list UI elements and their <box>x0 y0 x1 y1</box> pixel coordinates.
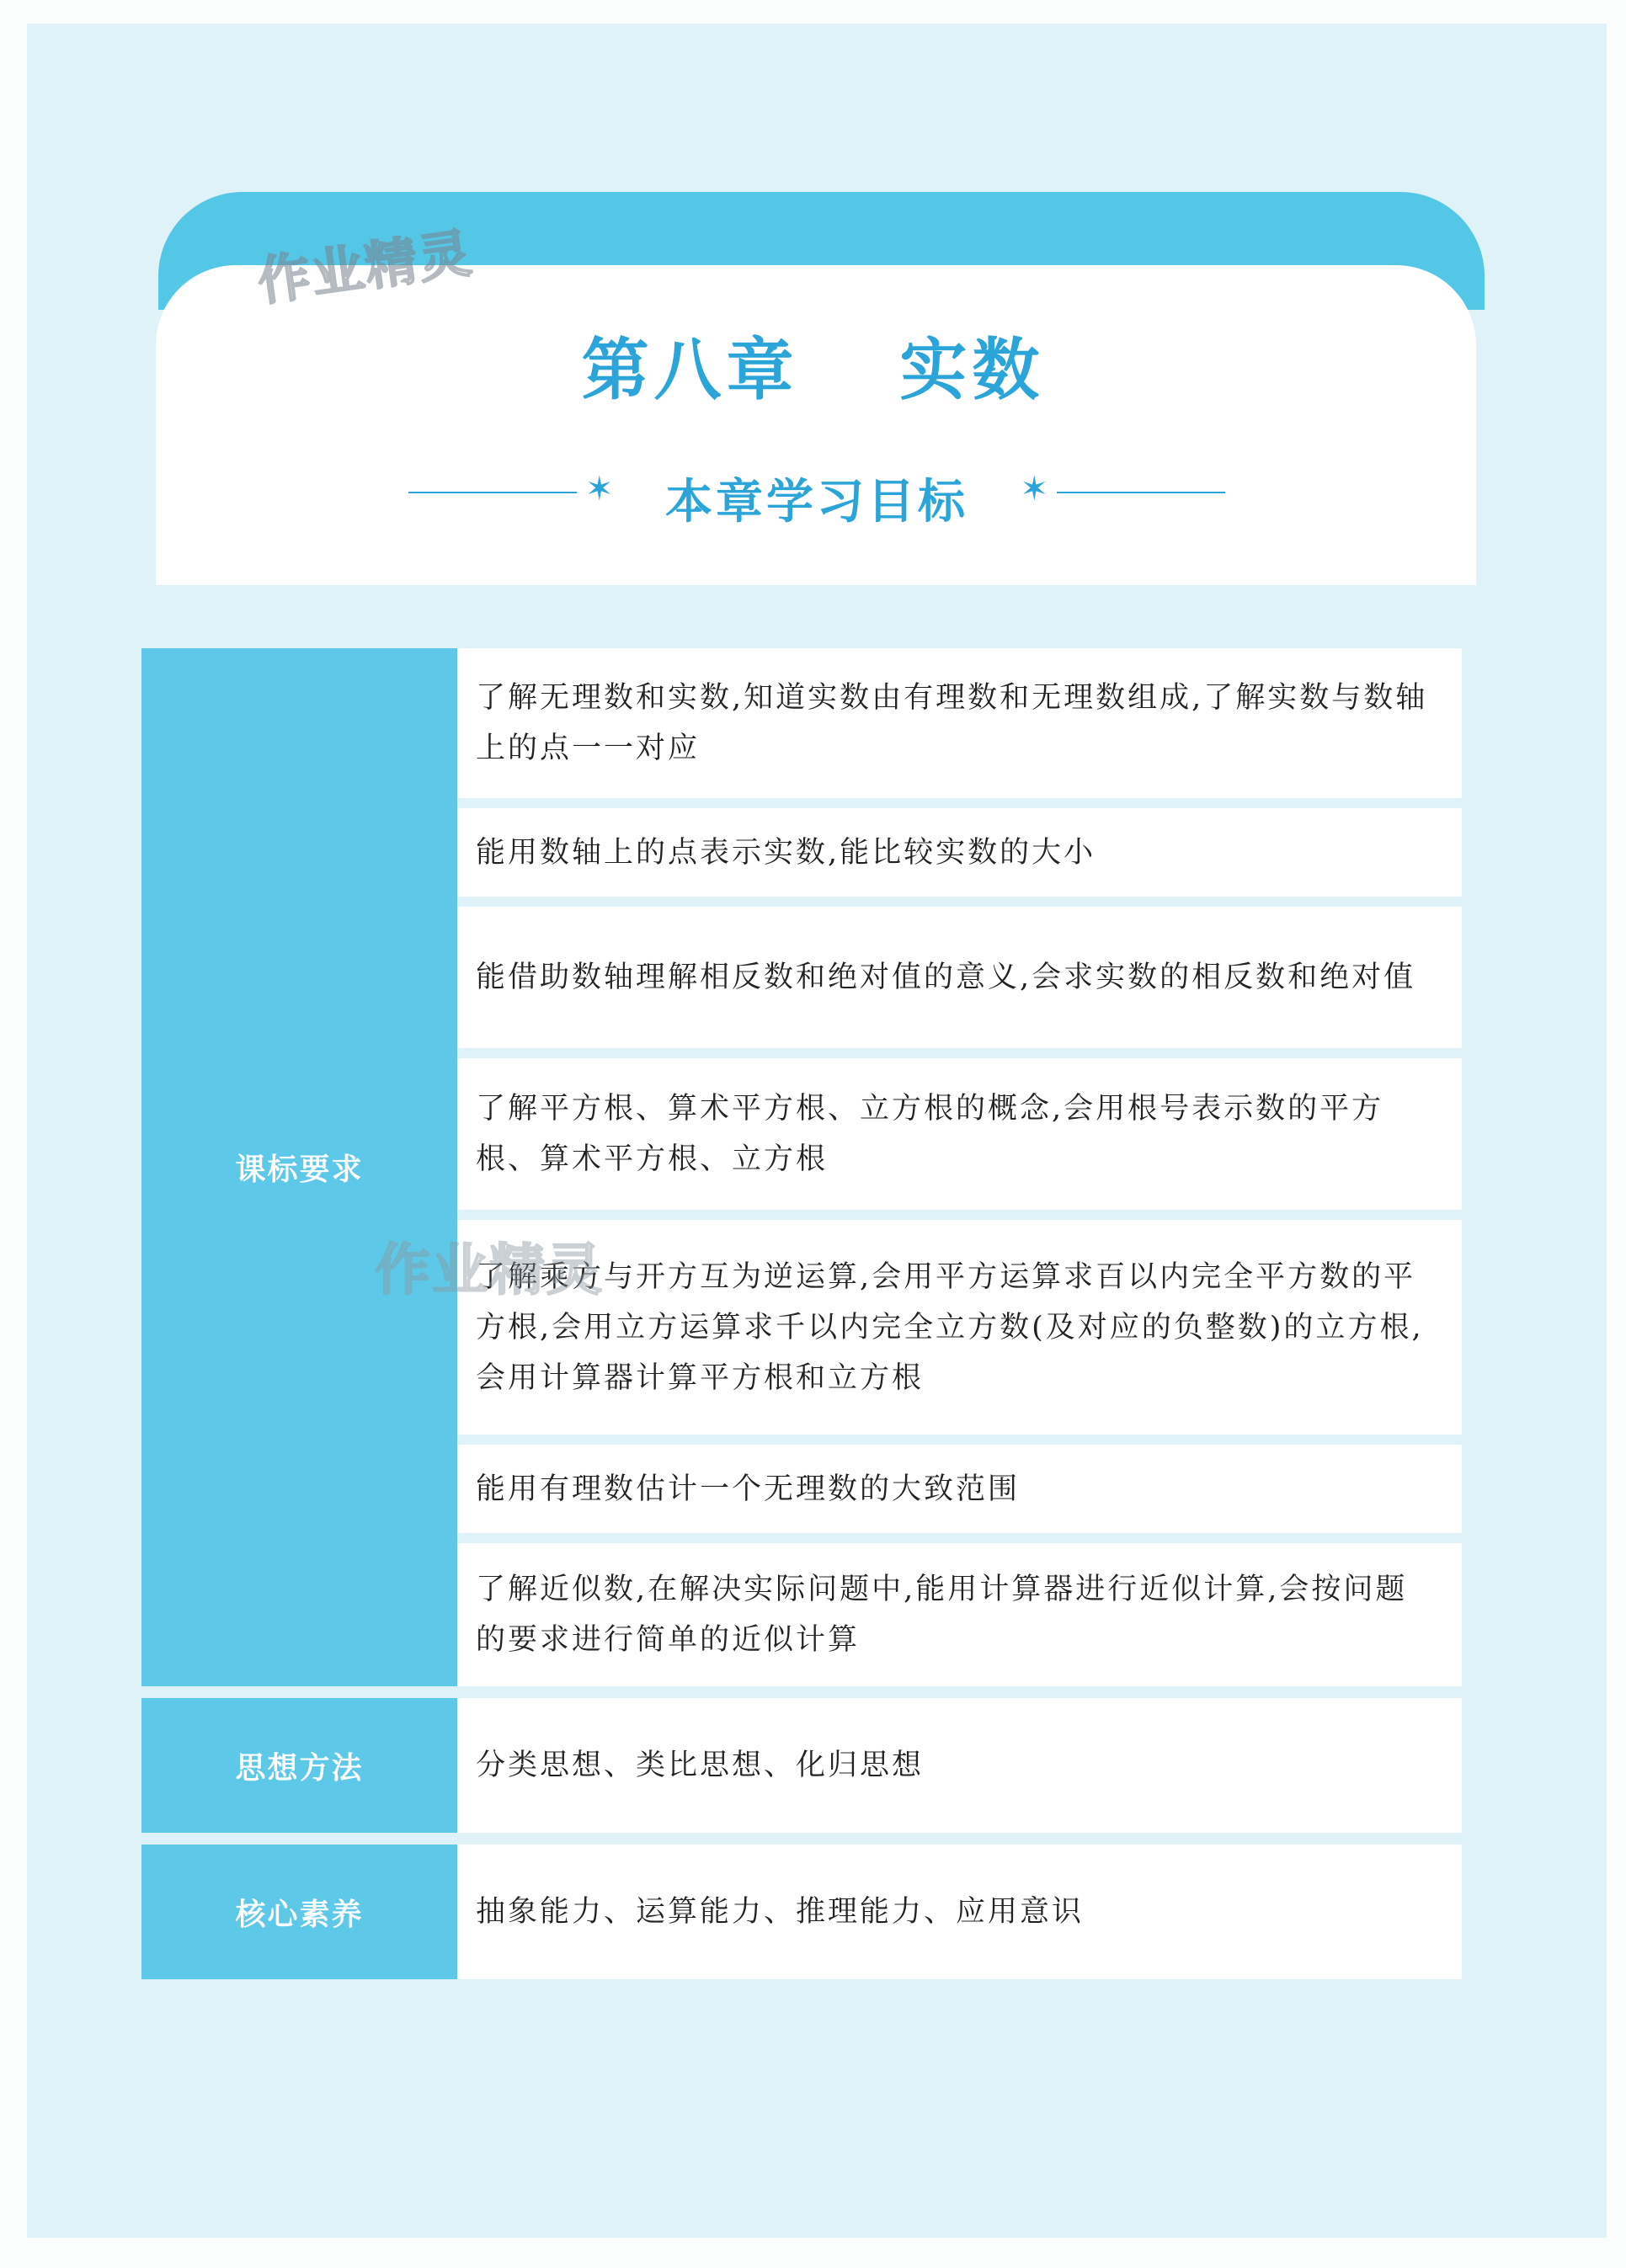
row-text: 能用有理数估计一个无理数的大致范围 <box>476 1472 1021 1506</box>
row-text: 了解平方根、算术平方根、立方根的概念,会用根号表示数的平方根、算术平方根、立方根 <box>476 1092 1384 1176</box>
table-row <box>457 1058 1462 1210</box>
section-subtitle: 本章学习目标 <box>665 474 968 530</box>
row-text: 了解乘方与开方互为逆运算,会用平方运算求百以内完全平方数的平方根,会用立方运算求千以内完全立方数(及对应的负整数)的立方根,会用计算器计算平方根和立方根 <box>476 1259 1424 1395</box>
table-row <box>457 1698 1462 1833</box>
row-text: 了解近似数,在解决实际问题中,能用计算器进行近似计算,会按问题的要求进行简单的近似计算 <box>476 1573 1408 1657</box>
chapter-title: 第八章 实数 <box>581 330 1045 409</box>
row-text: 了解无理数和实数,知道实数由有理数和无理数组成,了解实数与数轴上的点一一对应 <box>476 681 1428 765</box>
table-row <box>457 1845 1462 1979</box>
section-subtitle-row <box>408 461 1225 530</box>
star-icon: ✶ <box>1020 470 1048 508</box>
row-text: 能用数轴上的点表示实数,能比较实数的大小 <box>476 835 1096 870</box>
table-row <box>457 808 1462 897</box>
table-row <box>457 1543 1462 1686</box>
group-rows <box>457 648 1462 1686</box>
table-row <box>457 907 1462 1048</box>
group-curriculum-requirements <box>141 648 1462 1686</box>
row-text: 分类思想、类比思想、化归思想 <box>476 1749 925 1782</box>
subtitle-line-right <box>1057 492 1225 493</box>
group-core-competencies <box>141 1845 1462 1979</box>
objectives-table <box>141 648 1462 1991</box>
row-text: 能借助数轴理解相反数和绝对值的意义,会求实数的相反数和绝对值 <box>476 961 1416 994</box>
table-row <box>457 1220 1462 1435</box>
group-thinking-methods <box>141 1698 1462 1833</box>
group-rows <box>457 1698 1462 1833</box>
group-rows <box>457 1845 1462 1979</box>
row-text: 抽象能力、运算能力、推理能力、应用意识 <box>476 1895 1085 1929</box>
star-icon: ✶ <box>585 470 614 508</box>
group-label: 核心素养 <box>141 1845 457 1979</box>
group-label: 课标要求 <box>141 648 457 1686</box>
group-label: 思想方法 <box>141 1698 457 1833</box>
table-row <box>457 648 1462 798</box>
table-row <box>457 1445 1462 1533</box>
